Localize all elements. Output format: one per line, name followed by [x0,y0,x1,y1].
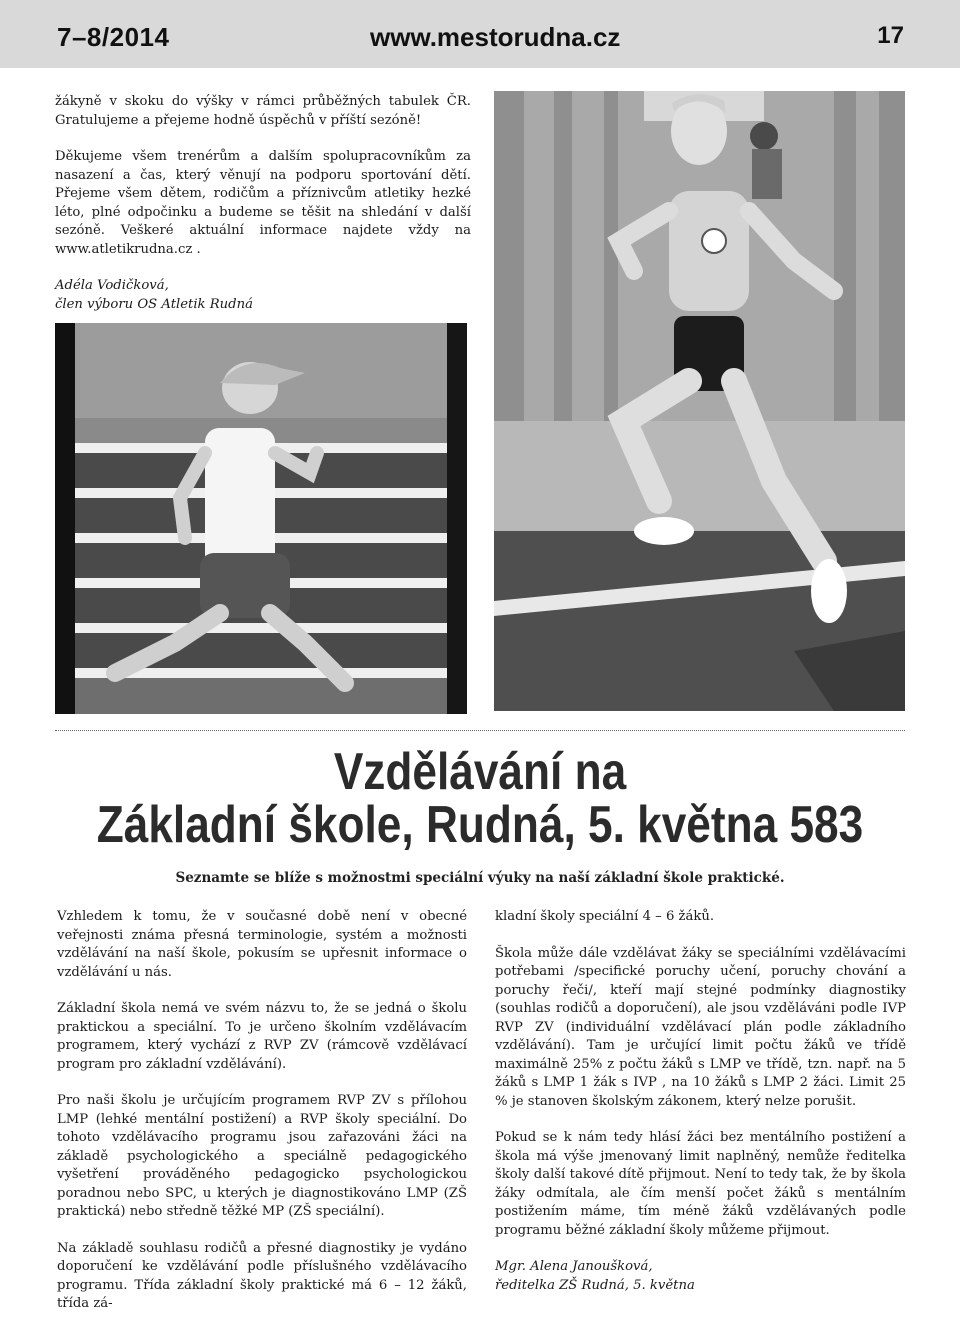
article-signature-role: ředitelka ZŠ Rudná, 5. května [495,1277,695,1293]
issue-number: 7–8/2014 [57,22,170,52]
article-paragraph: Vzhledem k tomu, že v současné době není v obecné veřejnosti známa přesná terminologie, systém a možnosti vzdělávání na naší škole, pokusím se upřesnit informace o vzdělávání u nás. [57,909,467,980]
intro-signature-name: Adéla Vodičková, [55,278,169,293]
article-paragraph: Pro naši školu je určujícím programem RVP ZV s přílohou LMP (lehké mentální postižení) a RVP školy speciální. Do tohoto vzdělávacího programu jsou zařazováni žáci na základě psychologického a speciálně pedagogického vyšetření prováděného pedagogicko psychologickou poradnou nebo SPC, u kterých je diagnostikováno LMP (ZŠ praktická) nebo středně těžké MP (ZŠ speciální). [57,1093,467,1219]
article-paragraph: Škola může dále vzdělávat žáky se speciálními vzdělávacími potřebami /specifické poruchy učení, poruchy chování a poruchy řeči/, kteří mají stejné podmínky diagnostiky (souhlas rodičů a doporučení), ale jsou vzděláváni podle IVP RVP ZV (individuální vzdělávací plán podle základního vzdělávání). Tam je určující limit počtu žáků ve třídě maximálně 25% z počtu žáků s LMP ve třídě, tzn. např. na 5 žáků s LMP 1 žák s IVP , na 10 žáků s LMP 2 žáci. Limit 25 % je stanoven školským zákonem, který nelze porušit. [495,945,906,1109]
section-divider [55,730,905,731]
intro-paragraph: Děkujeme všem trenérům a dalším spolupracovníkům za nasazení a čas, který věnují na podporu sportování dětí. Přejeme všem dětem, rodičům a příznivcům atletiky hezké léto, plné odpočinku a budeme se těšit na shledání v další sezóně. Veškeré aktuální informace najdete vždy na www.atletikrudna.cz . [55,149,471,257]
page-number: 17 [877,22,904,49]
article-paragraph: Pokud se k nám tedy hlásí žáci bez mentálního postižení a škola má výše jmenovaný limit naplněný, nemůže ředitelka školy další takové dítě přijmout. Není to tedy tak, že by škola žáky odmítala, ale čím menší počet žáků s mentálním postižením máme, tím méně žáků vzdělávaných podle programu běžné základní školy můžeme přijmout. [495,1130,906,1238]
article-subtitle: Seznamte se blíže s možnostmi speciální výuky na naší základní škole praktické. [175,870,785,886]
intro-signature-role: člen výboru OS Atletik Rudná [55,296,253,312]
website-url[interactable]: www.mestorudna.cz [370,22,621,52]
article-column-left [57,908,467,1314]
article-paragraph: kladní školy speciální 4 – 6 žáků. [495,909,715,924]
article-column-right [495,908,906,1295]
page-header [0,0,960,68]
article-title-line-1: Vzdělávání na [333,743,627,801]
article-signature [495,1258,906,1295]
intro-paragraph: žákyně v skoku do výšky v rámci průběžných tabulek ČR. Gratulujeme a přejeme hodně úspěchů v příští sezóně! [55,94,471,128]
girl-running-photo [494,91,905,711]
article-paragraph: Na základě souhlasu rodičů a přesné diagnostiky je vydáno doporučení ke vzdělávání podle příslušného vzdělávacího programu. Třída základní školy praktické má 6 – 12 žáků, třída zá- [57,1240,467,1311]
article-signature-name: Mgr. Alena Janoušková, [495,1259,653,1274]
intro-article [55,93,471,314]
article-paragraph: Základní škola nemá ve svém názvu to, že se jedná o školu praktickou a speciální. To je určeno školním vzdělávacím programem, který vychází z RVP ZV (rámcově vzdělávací program pro základní vzdělávání). [57,1001,467,1072]
boy-running-photo [55,323,467,714]
article-title-line-2: Základní škole, Rudná, 5. května 583 [96,796,864,854]
intro-signature [55,277,471,314]
